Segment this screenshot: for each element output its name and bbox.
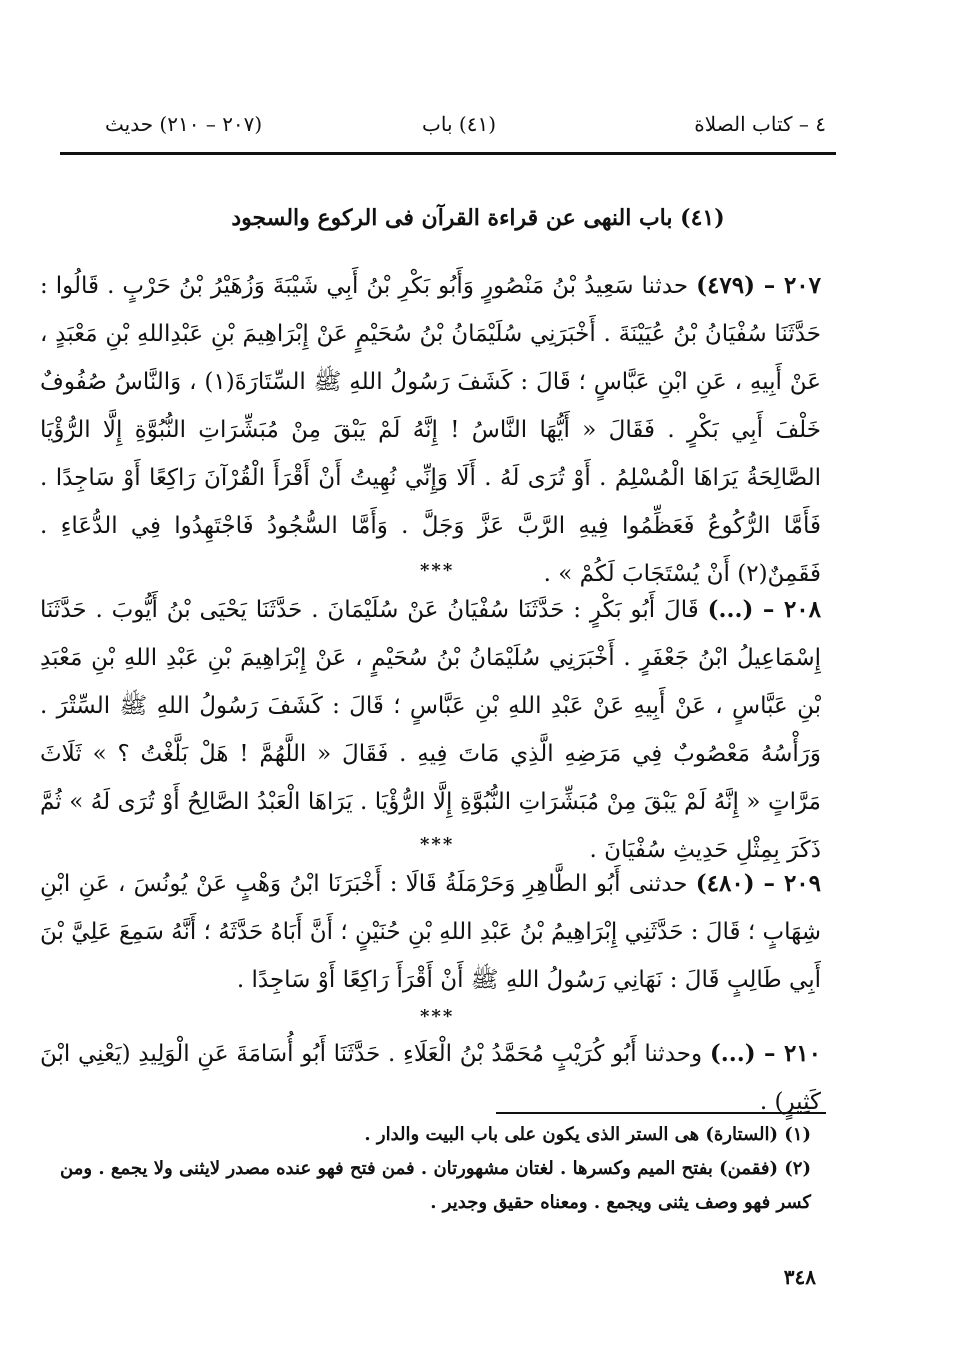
running-header [60,112,826,148]
separator: *** [420,834,455,855]
header-hadith-range: (٢٠٧ – ٢١٠) حديث [105,112,263,136]
header-chapter-number: (٤١) باب [422,112,496,136]
hadith-text: قَالَ أَبُو بَكْرٍ : حَدَّثَنَا سُفْيَانُ عَنْ سُلَيْمَانَ . حَدَّثَنَا يَحْيَى بْنُ أَيُّوبَ . حَدَّثَنَا إِسْمَاعِيلُ ابْنُ جَعْفَرٍ . أَخْبَرَنِي سُلَيْمَانُ بْنُ سُحَيْمٍ ، عَنْ إِبْرَاهِيمَ بْنِ عَبْدِ اللهِ بْنِ مَعْبَدِ بْنِ عَبَّاسٍ ، عَنْ أَبِيهِ عَنْ عَبْدِ اللهِ بْنِ عَبَّاسٍ ؛ قَالَ : كَشَفَ رَسُولُ اللهِ ﷺ السِّتْرَ . وَرَأْسُهُ مَعْصُوبٌ فِي مَرَضِهِ الَّذِي مَاتَ فِيهِ . فَقَالَ « اللَّهُمَّ ! هَلْ بَلَّغْتُ ؟ » ثَلَاثَ مَرَّاتٍ « إِنَّهُ لَمْ يَبْقَ مِنْ مُبَشِّرَاتِ النُّبُوَّةِ إِلَّا الرُّؤْيَا . يَرَاهَا الْعَبْدُ الصَّالِحُ أَوْ تُرَى لَهُ » ثُمَّ ذَكَرَ بِمِثْلِ حَدِيثِ سُفْيَانَ . [40,597,821,863]
footnote-rule [496,1112,826,1114]
footnote-1: (١) (الستارة) هى الستر الذى يكون على باب البيت والدار . [364,1124,811,1145]
separator: *** [420,1006,455,1027]
footnote-2: (٢) (فقمن) بفتح الميم وكسرها . لغتان مشهورتان . فمن فتح فهو عنده مصدر لايثنى ولا يجمع . ومن كسر فهو وصف يثنى ويجمع . ومعناه حقيق وجدير . [60,1158,811,1213]
separator: *** [420,560,455,581]
hadith-number: ٢٠٨ – (...) [707,596,822,623]
hadith-208 [40,586,821,874]
header-rule [60,152,836,155]
header-book-title: ٤ – كتاب الصلاة [694,112,826,136]
chapter-title: (٤١) باب النهى عن قراءة القرآن فى الركوع والسجود [231,205,725,231]
hadith-text: حدثنى أَبُو الطَّاهِرِ وَحَرْمَلَةُ قَالَا : أَخْبَرَنَا ابْنُ وَهْبٍ عَنْ يُونُسَ ، عَنِ ابْنِ شِهَابٍ ؛ قَالَ : حَدَّثَنِي إِبْرَاهِيمُ بْنُ عَبْدِ اللهِ بْنِ حُنَيْنٍ ؛ أَنَّ أَبَاهُ حَدَّثَهُ ؛ أَنَّهُ سَمِعَ عَلِيَّ بْنَ أَبِي طَالِبٍ قَالَ : نَهَانِي رَسُولُ اللهِ ﷺ أَنْ أَقْرَأَ رَاكِعًا أَوْ سَاجِدًا . [40,871,821,993]
hadith-text: وحدثنا أَبُو كُرَيْبٍ مُحَمَّدُ بْنُ الْعَلَاءِ . حَدَّثَنَا أَبُو أُسَامَةَ عَنِ الْوَلِيدِ (يَعْنِي ابْنَ كَثِيرٍ) . [40,1041,821,1115]
hadith-number: ٢٠٩ – (٤٨٠) [695,870,821,897]
hadith-207 [40,262,821,598]
hadith-text: حدثنا سَعِيدُ بْنُ مَنْصُورٍ وَأَبُو بَكْرِ بْنُ أَبِي شَيْبَةَ وَزُهَيْرُ بْنُ حَرْبٍ . قَالُوا : حَدَّثَنَا سُفْيَانُ بْنُ عُيَيْنَةَ . أَخْبَرَنِي سُلَيْمَانُ بْنُ سُحَيْمٍ عَنْ إِبْرَاهِيمَ بْنِ عَبْدِاللهِ بْنِ مَعْبَدٍ ، عَنْ أَبِيهِ ، عَنِ ابْنِ عَبَّاسٍ ؛ قَالَ : كَشَفَ رَسُولُ اللهِ ﷺ السِّتَارَةَ(١) ، وَالنَّاسُ صُفُوفٌ خَلْفَ أَبِي بَكْرٍ . فَقَالَ « أَيُّهَا النَّاسُ ! إِنَّهُ لَمْ يَبْقَ مِنْ مُبَشِّرَاتِ النُّبُوَّةِ إِلَّا الرُّؤْيَا الصَّالِحَةُ يَرَاهَا الْمُسْلِمُ . أَوْ تُرَى لَهُ . أَلَا وَإِنِّي نُهِيتُ أَنْ أَقْرَأَ الْقُرْآنَ رَاكِعًا أَوْ سَاجِدًا . فَأَمَّا الرُّكُوعُ فَعَظِّمُوا فِيهِ الرَّبَّ عَزَّ وَجَلَّ . وَأَمَّا السُّجُودُ فَاجْتَهِدُوا فِي الدُّعَاءِ . فَقَمِنٌ(٢) أَنْ يُسْتَجَابَ لَكُمْ » . [40,273,822,587]
hadith-209 [40,860,821,1004]
hadith-number: ٢١٠ – (...) [709,1040,821,1067]
hadith-number: ٢٠٧ – (٤٧٩) [696,272,822,299]
footnotes [60,1118,811,1220]
page-number: ٣٤٨ [783,1265,816,1289]
